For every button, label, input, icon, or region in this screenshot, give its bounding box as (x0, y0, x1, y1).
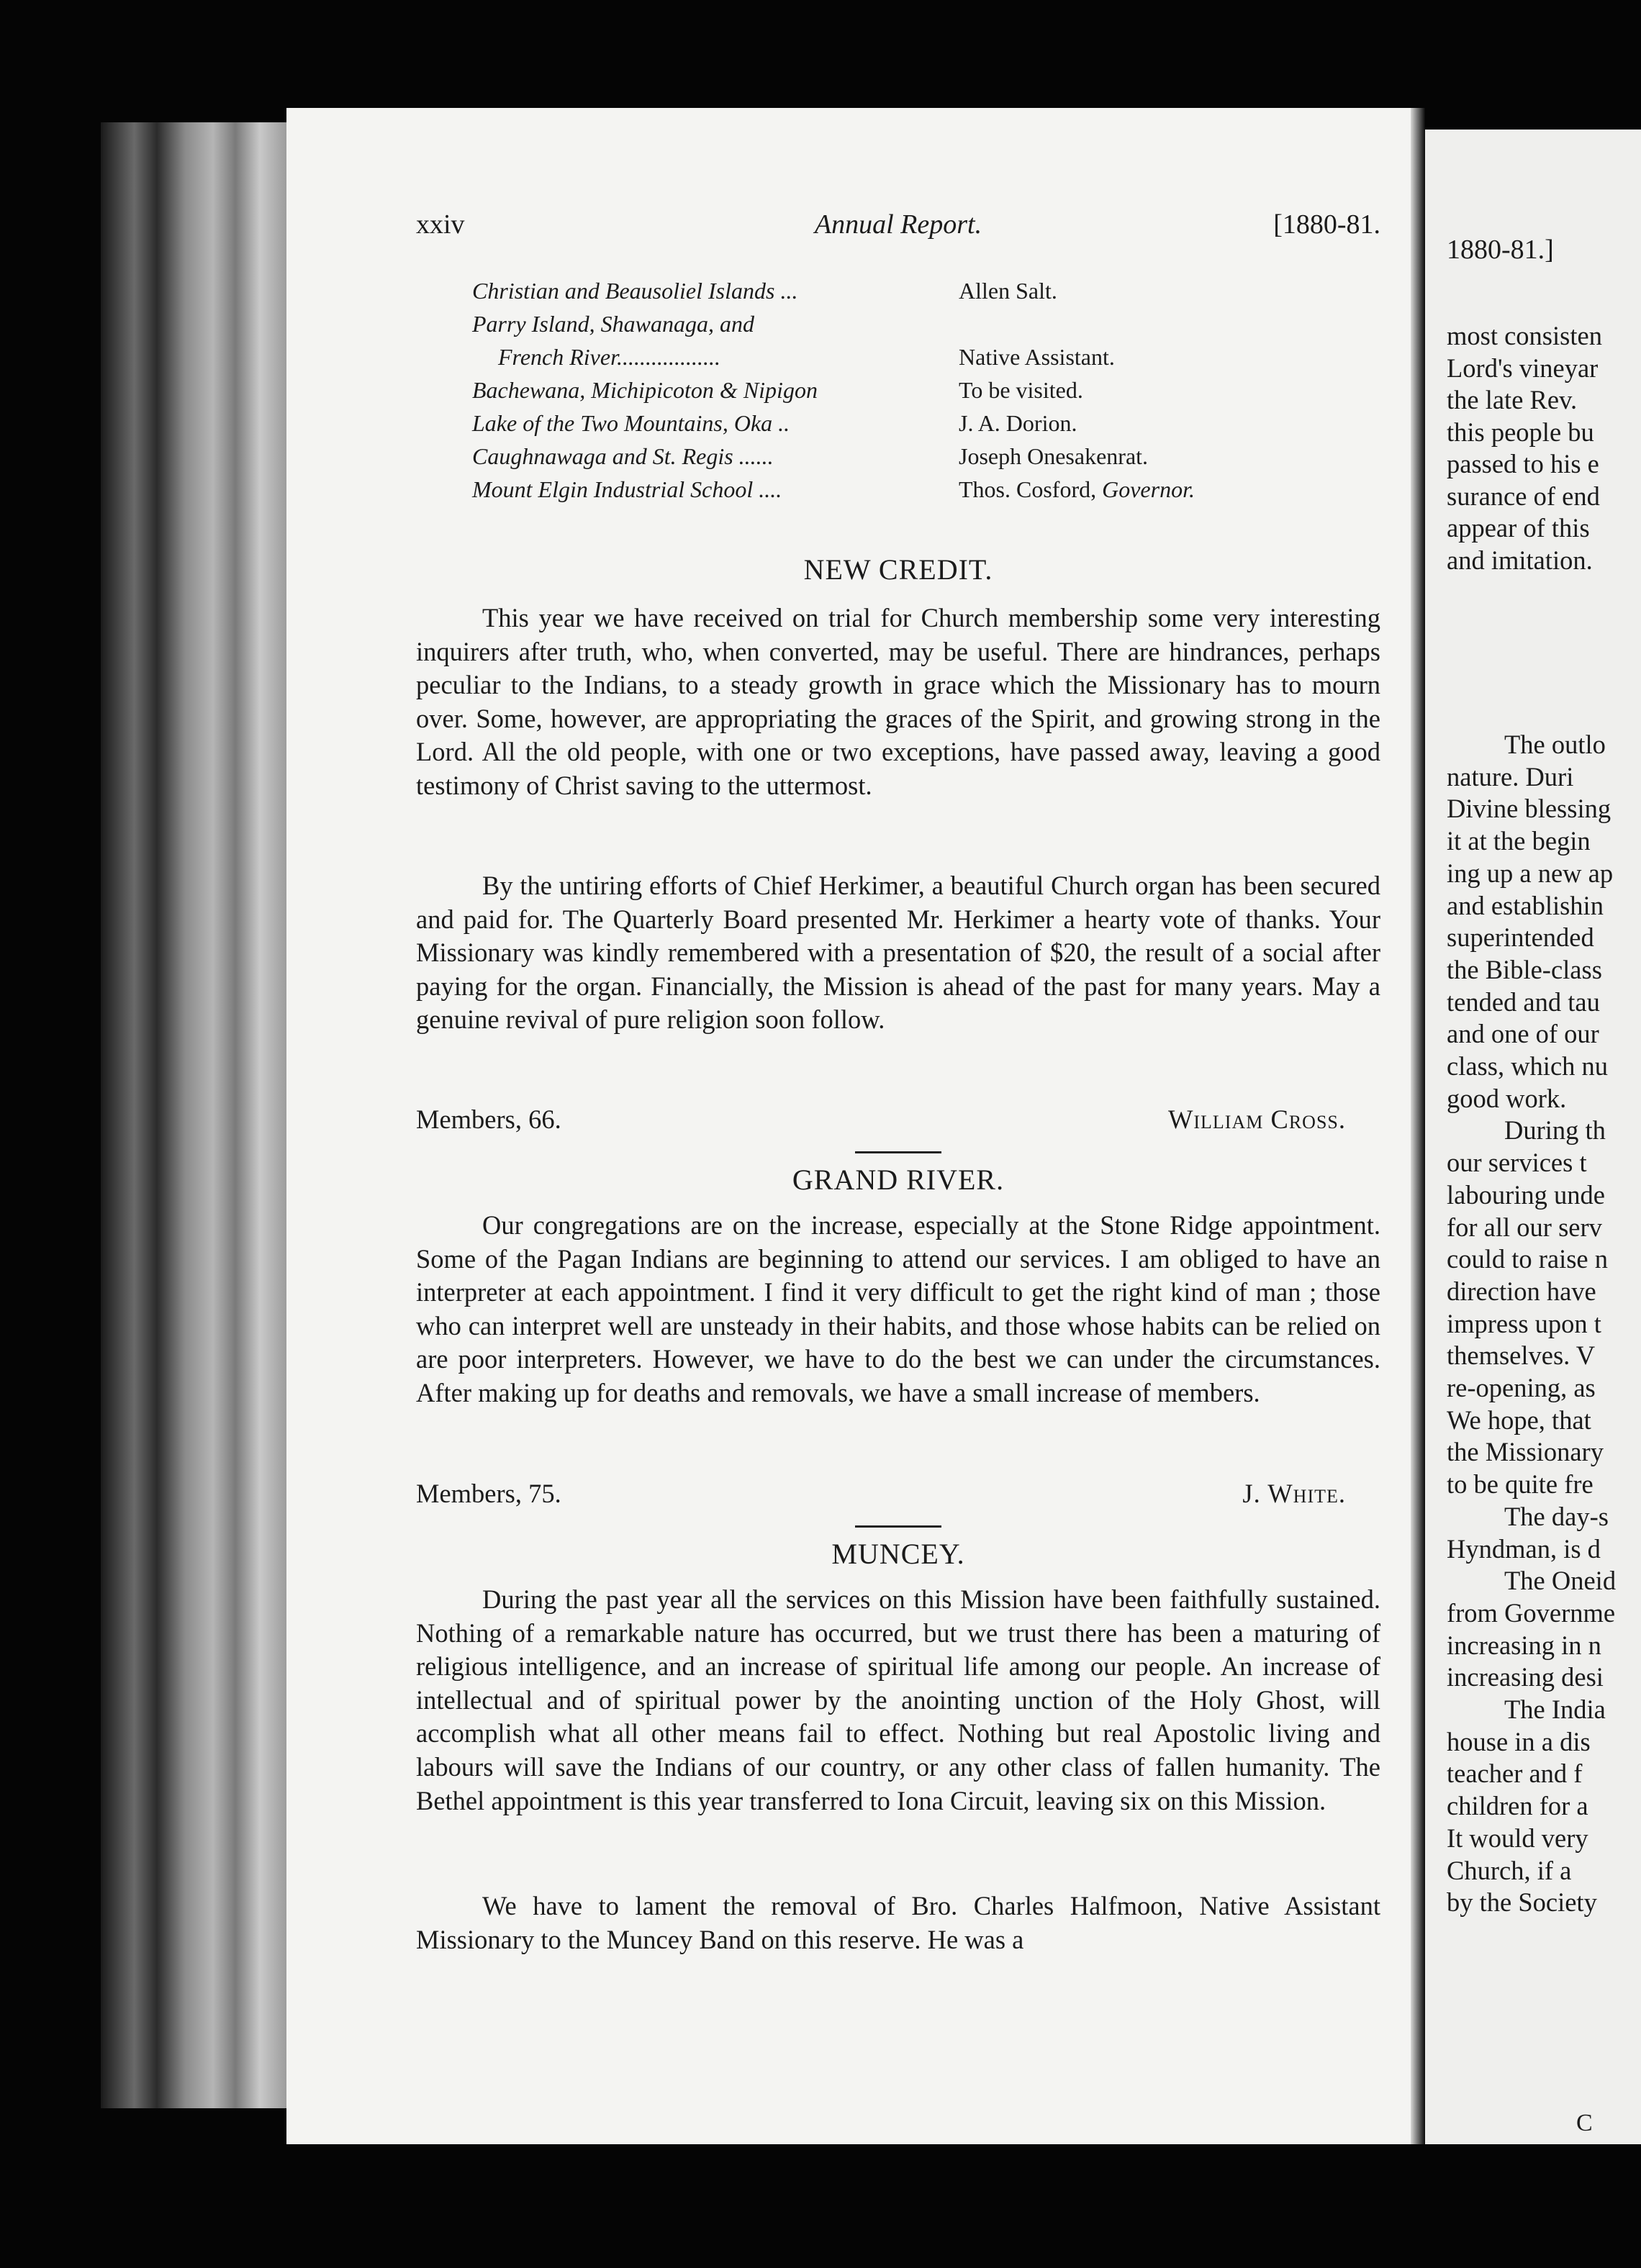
muncey-paragraph-2: We have to lament the removal of Bro. Charles Halfmoon, Native Assistant Missionary to the Muncey Band on this reserve. He was a (416, 1891, 1380, 1954)
left-page (286, 108, 1411, 2144)
station-row (472, 278, 1195, 311)
running-header (416, 209, 1380, 252)
right-page-line: The India (1504, 1695, 1606, 1724)
right-page-line: Lord's vineyar (1447, 353, 1599, 383)
station-missionary: Allen Salt. (959, 278, 1057, 304)
right-page-line: children for a (1447, 1791, 1588, 1821)
right-page-line: by the Society (1447, 1887, 1597, 1918)
heading-new-credit: NEW CREDIT. (803, 553, 993, 586)
station-missionary: To be visited. (959, 377, 1083, 403)
station-place: Parry Island, Shawanaga, and (472, 311, 754, 337)
right-page-line: The outlo (1504, 730, 1606, 759)
right-page-line: and one of our (1447, 1019, 1599, 1049)
grand-river-signature-line (416, 1478, 1380, 1512)
right-page-line: good work. (1447, 1083, 1567, 1113)
right-page-line: house in a dis (1447, 1726, 1591, 1756)
station-place: French River.................. (498, 344, 720, 370)
mission-stations-list (472, 278, 1195, 509)
right-page (1425, 130, 1641, 2144)
right-page-line: re-opening, as (1447, 1373, 1596, 1402)
station-place: Mount Elgin Industrial School .... (472, 476, 782, 502)
right-page-line: from Governme (1447, 1597, 1616, 1628)
right-running-year: 1880-81.] (1447, 235, 1554, 265)
right-page-line: The day-s (1504, 1501, 1609, 1531)
right-page-line: the Bible-class (1447, 954, 1602, 984)
new-credit-paragraph-1: This year we have received on trial for Church membership some very interesting inquirers after truth, who, when converted, may be useful. There are hindrances, perhaps peculiar to the Indians, to a steady growth in grace which the Missionary has to mourn over. Some, however, are appropriating the graces of the Spirit, and growing strong in the Lord. All the old people, with one or two exceptions, have passed away, leaving a good testimony of Christ saving to the uttermost. (416, 603, 1380, 800)
station-row (472, 344, 1195, 377)
right-page-line: tended and tau (1447, 986, 1600, 1017)
station-place: Christian and Beausoliel Islands ... (472, 278, 798, 304)
signature-mark: C (1576, 2110, 1593, 2136)
missionary-name: Thos. Cosford, (959, 476, 1097, 502)
missionary-signature: William Cross. (1167, 1104, 1346, 1134)
right-page-line: During th (1504, 1115, 1606, 1146)
book-page-edges (101, 122, 288, 2108)
station-missionary (959, 311, 1195, 344)
station-missionary: Joseph Onesakenrat. (959, 443, 1149, 469)
right-page-line: increasing in n (1447, 1630, 1601, 1660)
new-credit-paragraph-2: By the untiring efforts of Chief Herkimer, a beautiful Church organ has been secured and paid for. The Quarterly Board presented Mr. Herkimer a hearty vote of thanks. Your Missionary was kindly remembered with a presentation of $20, the result of a social after paying for the organ. Financially, the Mission is ahead of the past for many years. May a genuine revival of pure religion soon follow. (416, 871, 1380, 1035)
station-missionary: Native Assistant. (959, 344, 1115, 370)
running-title: Annual Report. (814, 209, 982, 240)
right-page-line: superintended (1447, 922, 1594, 953)
right-page-line: direction have (1447, 1276, 1596, 1306)
station-missionary (959, 476, 1195, 509)
station-row (472, 443, 1195, 476)
right-page-line: and imitation. (1447, 545, 1593, 575)
right-page-line: teacher and f (1447, 1759, 1583, 1789)
missionary-signature: J. White. (1242, 1479, 1346, 1508)
right-page-line: ing up a new ap (1447, 858, 1614, 888)
right-page-line: this people bu (1447, 417, 1594, 447)
right-page-line: Hyndman, is d (1447, 1533, 1601, 1564)
running-year: [1880-81. (1273, 209, 1380, 240)
station-row (472, 377, 1195, 410)
right-page-line: and establishin (1447, 890, 1604, 920)
heading-grand-river: GRAND RIVER. (792, 1164, 1005, 1196)
section-divider (855, 1151, 941, 1153)
right-page-line: to be quite fre (1447, 1469, 1593, 1500)
muncey-paragraph-1: During the past year all the services on this Mission have been faithfully sustained. Nothing of a remarkable nature has occurred, but we trust there has been a maturing of religious intelligence, and an increase of spiritual life among our people. An increase of intellectual and of spiritual power by the anointing unction of the Holy Ghost, will accomplish what all other means fail to effect. Nothing but real Apostolic living and labours will save the Indians of our country, or any other class of fallen humanity. The Bethel appointment is this year transferred to Iona Circuit, leaving six on this Mission. (416, 1584, 1380, 1815)
right-page-line: for all our serv (1447, 1212, 1602, 1242)
right-page-line: class, which nu (1447, 1051, 1609, 1081)
right-page-line: Divine blessing (1447, 794, 1611, 824)
right-page-line: the Missionary (1447, 1437, 1604, 1467)
right-page-line: surance of end (1447, 481, 1600, 511)
right-page-line: nature. Duri (1447, 761, 1574, 791)
right-page-line: impress upon t (1447, 1308, 1601, 1338)
station-row (472, 410, 1195, 443)
heading-muncey: MUNCEY. (831, 1538, 965, 1570)
new-credit-signature-line (416, 1104, 1380, 1138)
station-row (472, 476, 1195, 509)
right-page-line: increasing desi (1447, 1662, 1604, 1692)
right-page-line: passed to his e (1447, 449, 1599, 478)
right-page-line: It would very (1447, 1823, 1588, 1853)
missionary-role: Governor. (1102, 476, 1195, 502)
right-page-line: the late Rev. (1447, 385, 1578, 414)
members-count: Members, 66. (416, 1104, 561, 1134)
right-page-line: labouring unde (1447, 1179, 1605, 1210)
right-page-line: most consisten (1447, 321, 1602, 350)
right-page-line: We hope, that (1447, 1405, 1591, 1435)
right-page-line: appear of this (1447, 513, 1590, 543)
section-divider (855, 1525, 941, 1528)
grand-river-paragraph-1: Our congregations are on the increase, especially at the Stone Ridge appointment. Some of the Pagan Indians are beginning to attend our services. I am obliged to have an interpreter at each appointment. I find it very difficult to get the right kind of man ; those who can interpret well are unsteady in their habits, and those whose habits can be relied on are poor interpreters. However, we have to do the best we can under the circumstances. After making up for deaths and removals, we have a small increase of members. (416, 1210, 1380, 1407)
right-page-line: could to raise n (1447, 1244, 1609, 1274)
right-page-line: The Oneid (1504, 1566, 1617, 1596)
station-place: Caughnawaga and St. Regis ...... (472, 443, 774, 469)
page-number: xxiv (416, 209, 465, 240)
station-missionary: J. A. Dorion. (959, 410, 1077, 436)
members-count: Members, 75. (416, 1479, 561, 1508)
station-row (472, 311, 1195, 344)
right-page-line: our services t (1447, 1148, 1587, 1178)
right-page-line: Church, if a (1447, 1855, 1572, 1885)
station-place: Lake of the Two Mountains, Oka .. (472, 410, 790, 436)
right-page-line: it at the begin (1447, 826, 1591, 856)
station-place: Bachewana, Michipicoton & Nipigon (472, 377, 818, 403)
page-gutter (1411, 108, 1425, 2144)
right-page-line: themselves. V (1447, 1341, 1596, 1371)
